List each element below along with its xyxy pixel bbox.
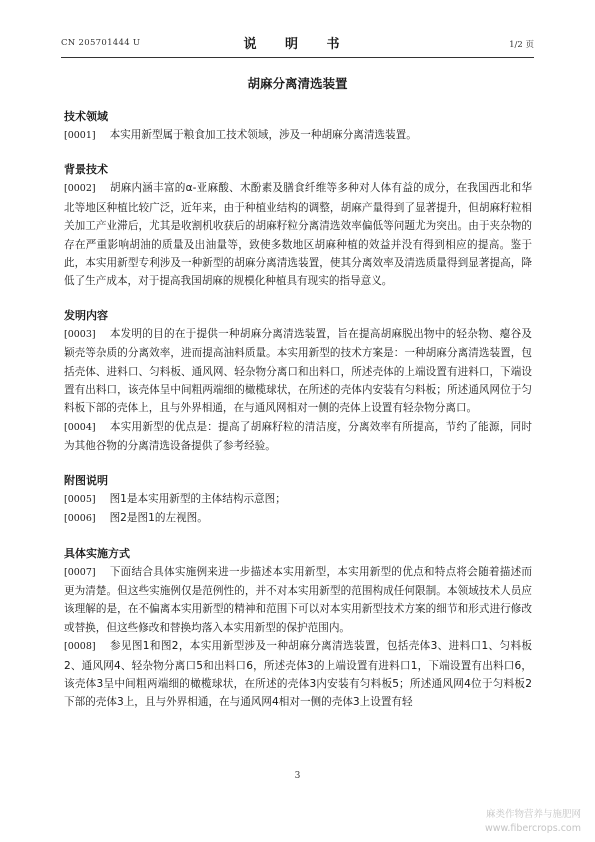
paragraph-number: [0004] <box>64 421 96 433</box>
section-heading: 技术领域 <box>64 110 108 123</box>
section-figure-description <box>64 472 532 529</box>
section-embodiments <box>64 545 532 712</box>
paragraph <box>64 563 532 638</box>
watermark <box>485 808 581 836</box>
header-rule <box>61 57 534 58</box>
paragraph-text: 本发明的目的在于提供一种胡麻分离清选装置，旨在提高胡麻脱出物中的轻杂物、瘪谷及颖壳等杂质的分离效率，进而提高油料质量。本实用新型的技术方案是：一种胡麻分离清选装置，包括壳体、进料口、匀料板、通风网、轻杂物分离口和出料口，所述壳体的上端设置有进料口，下端设置有出料口，该壳体呈中间粗两端细的橄榄球状，在所述的壳体内安装有匀料板；所述通风网位于匀料板下部的壳体上，且与外界相通，在与通风网相对一侧的壳体上设置有轻杂物分离口。 <box>64 327 532 415</box>
paragraph-number: [0007] <box>64 566 96 578</box>
document-title: 胡麻分离清选装置 <box>247 76 348 91</box>
paragraph <box>64 418 532 456</box>
page-number: 3 <box>294 771 301 781</box>
paragraph-number: [0003] <box>64 328 96 340</box>
section-invention-content <box>64 307 532 456</box>
paragraph-text: 本实用新型属于粮食加工技术领域，涉及一种胡麻分离清选装置。 <box>109 129 417 141</box>
paragraph <box>64 126 532 145</box>
paragraph-number: [0006] <box>64 513 96 525</box>
paragraph-text: 胡麻内涵丰富的α-亚麻酸、木酚素及膳食纤维等多种对人体有益的成分，在我国西北和华北等地区种植比较广泛，近年来，由于种植业结构的调整，胡麻产量得到了显著提升，但胡麻籽粒相关加工产业滞后，尤其是收割机收获后的胡麻籽粒分离清选效率偏低等问题尤为突出。由于夹杂物的存在严重影响胡油的质量及出油量等，致使多数地区胡麻种植的效益并没有得到相应的提高。鉴于此，本实用新型专利涉及一种新型的胡麻分离清选装置，使其分离效率及清选质量得到显著提高，降低了生产成本，对于提高我国胡麻的规模化种植具有现实的指导意义。 <box>64 182 532 288</box>
paragraph-text: 下面结合具体实施例来进一步描述本实用新型，本实用新型的优点和特点将会随着描述而更为清楚。但这些实施例仅是范例性的，并不对本实用新型的范围构成任何限制。本领域技术人员应该理解的是，在不偏离本实用新型的精神和范围下可以对本实用新型技术方案的细节和形式进行修改或替换，但这些修改和替换均落入本实用新型的保护范围内。 <box>64 565 532 634</box>
paragraph <box>64 325 532 418</box>
document-body <box>64 108 532 712</box>
section-technical-field <box>64 108 532 145</box>
page-indicator: 1/2 页 <box>509 40 534 50</box>
paragraph-number: [0005] <box>64 493 96 505</box>
paragraph <box>64 637 532 712</box>
paragraph-text: 图1是本实用新型的主体结构示意图； <box>109 492 286 505</box>
section-heading: 背景技术 <box>64 163 108 177</box>
paragraph-number: [0001] <box>64 130 96 141</box>
section-background <box>64 161 532 290</box>
watermark-site-name: 麻类作物营养与施肥网 <box>485 809 581 820</box>
paragraph <box>64 509 532 528</box>
paragraph-text: 本实用新型的优点是：提高了胡麻籽粒的清洁度，分离效率有所提高，节约了能源，同时为其他谷物的分离清选设备提供了参考经验。 <box>64 420 532 453</box>
paragraph <box>64 179 532 290</box>
paragraph-number: [0008] <box>64 641 96 653</box>
paragraph-number: [0002] <box>64 183 96 195</box>
patent-number: CN 205701444 U <box>61 38 141 48</box>
section-heading: 附图说明 <box>64 473 108 487</box>
page-header <box>61 30 534 56</box>
document-type: 说 明 书 <box>243 37 352 52</box>
paragraph <box>64 490 532 509</box>
paragraph-text: 参见图1和图2，本实用新型涉及一种胡麻分离清选装置，包括壳体3、进料口1、匀料板2、通风网4、轻杂物分离口5和出料口6，所述壳体3的上端设置有进料口1，下端设置有出料口6，该壳体3呈中间粗两端细的橄榄球状，在所述的壳体3内安装有匀料板5；所述通风网4位于匀料板2下部的壳体3上，且与外界相通，在与通风网4相对一侧的壳体3上设置有轻 <box>64 640 532 709</box>
section-heading: 发明内容 <box>64 308 108 322</box>
paragraph-text: 图2是图1的左视图。 <box>109 512 208 525</box>
watermark-url: www.fibercrops.com <box>484 823 581 834</box>
section-heading: 具体实施方式 <box>64 546 130 560</box>
